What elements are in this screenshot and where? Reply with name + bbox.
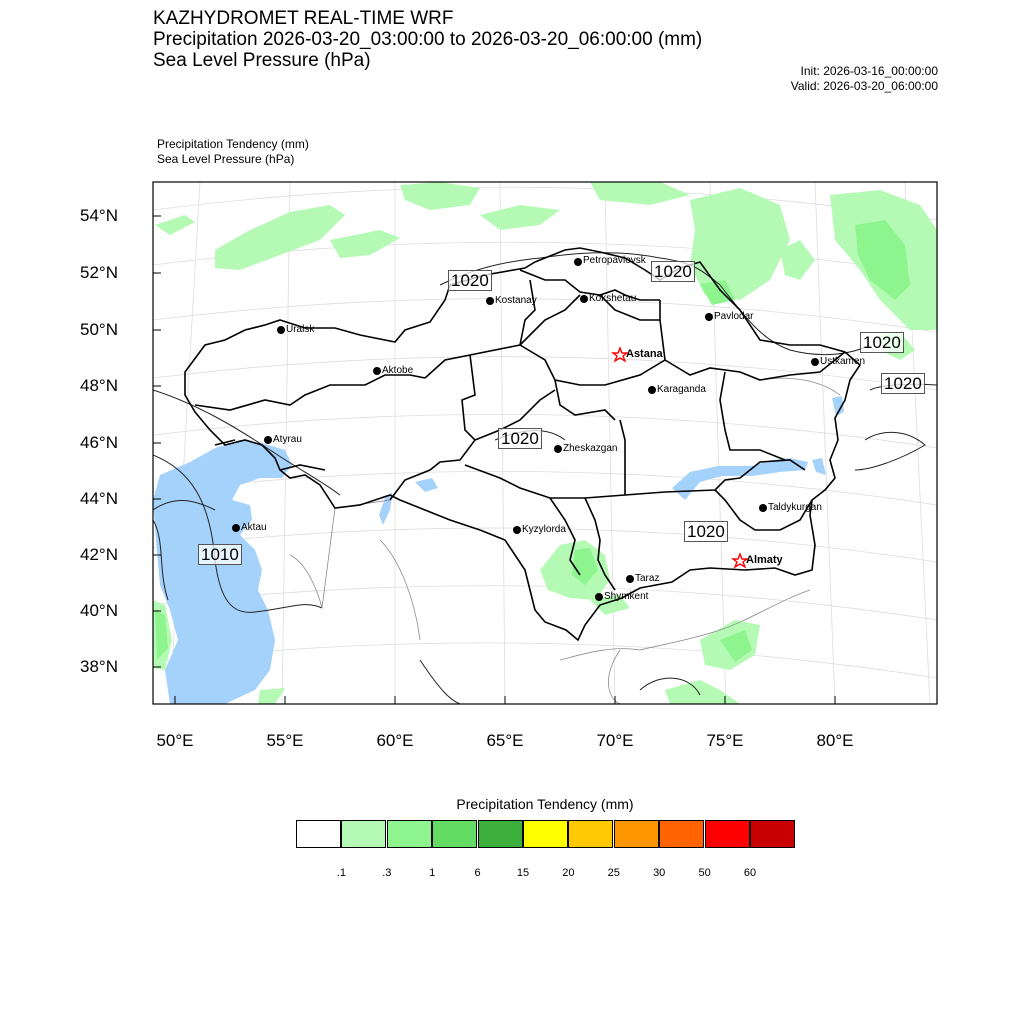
city-label-petropavlovsk: Petropavlovsk	[583, 255, 646, 266]
colorbar-swatch	[523, 820, 568, 848]
colorbar-swatch	[568, 820, 613, 848]
isobar-label: 1020	[448, 270, 492, 291]
colorbar-label: 50	[698, 867, 711, 879]
colorbar-swatch	[296, 820, 341, 848]
city-label-kokshetau: Kokshetau	[589, 293, 637, 304]
city-label-aktobe: Aktobe	[382, 365, 414, 376]
colorbar-swatch	[432, 820, 477, 848]
lon-label-75: 75°E	[706, 731, 744, 750]
title-line-2: Precipitation 2026-03-20_03:00:00 to 2026-03-20_06:00:00 (mm)	[153, 29, 703, 50]
city-label-taraz: Taraz	[635, 573, 660, 584]
city-label-atyrau: Atyrau	[273, 434, 302, 445]
aral-sea-north	[415, 478, 438, 492]
lat-label-42: 42°N	[80, 545, 118, 564]
lon-label-55: 55°E	[266, 731, 304, 750]
colorbar-swatch	[705, 820, 750, 848]
colorbar-label: 1	[429, 867, 436, 879]
colorbar-label: 25	[607, 867, 620, 879]
city-label-zheskazgan: Zheskazgan	[563, 443, 618, 454]
lat-label-52: 52°N	[80, 263, 118, 282]
isobar-label: 1020	[881, 373, 925, 394]
map-field-layer	[153, 182, 937, 704]
colorbar-title: Precipitation Tendency (mm)	[456, 796, 634, 812]
lat-label-46: 46°N	[80, 433, 118, 452]
city-label-uralsk: Uralsk	[286, 324, 315, 335]
city-label-taldykurgan: Taldykurgan	[768, 502, 822, 513]
colorbar-swatch	[341, 820, 386, 848]
title-line-3: Sea Level Pressure (hPa)	[153, 50, 371, 71]
lat-label-54: 54°N	[80, 206, 118, 225]
isobar-label: 1020	[651, 261, 695, 282]
subtitle-line-1: Precipitation Tendency (mm)	[157, 137, 309, 151]
colorbar-label: 60	[743, 867, 757, 879]
colorbar-label: 15	[516, 867, 530, 879]
isobar-label: 1020	[498, 428, 542, 449]
colorbar-label: .1	[336, 867, 346, 879]
city-label-ustkamen: Ustkamen	[820, 356, 866, 367]
lake-balkhash	[672, 458, 808, 500]
isobar-label: 1020	[860, 332, 904, 353]
city-label-pavlodar: Pavlodar	[714, 311, 754, 322]
lat-label-38: 38°N	[80, 657, 118, 676]
city-label-karaganda: Karaganda	[657, 384, 706, 395]
colorbar-swatch	[478, 820, 523, 848]
city-label-kostanay: Kostanay	[495, 295, 537, 306]
valid-time: Valid: 2026-03-20_06:00:00	[790, 79, 938, 93]
neighbor-borders	[290, 378, 840, 704]
colorbar-label: 30	[653, 867, 666, 879]
lat-label-44: 44°N	[80, 489, 118, 508]
init-time: Init: 2026-03-16_00:00:00	[800, 64, 938, 78]
city-label-aktau: Aktau	[241, 522, 267, 533]
lat-label-50: 50°N	[80, 320, 118, 339]
subtitle-line-2: Sea Level Pressure (hPa)	[157, 152, 295, 166]
colorbar-swatch	[750, 820, 795, 848]
colorbar-label: .3	[382, 867, 392, 879]
city-label-astana: Astana	[626, 348, 663, 360]
city-label-almaty: Almaty	[746, 554, 783, 566]
lat-label-40: 40°N	[80, 601, 118, 620]
colorbar-swatch	[614, 820, 659, 848]
isobar-label: 1010	[198, 544, 242, 565]
lon-label-70: 70°E	[596, 731, 634, 750]
lon-label-60: 60°E	[376, 731, 414, 750]
city-label-kyzylorda: Kyzylorda	[522, 524, 566, 535]
lon-label-80: 80°E	[816, 731, 854, 750]
colorbar-label: 6	[474, 867, 481, 879]
lake-alakol	[812, 458, 826, 475]
title-line-1: KAZHYDROMET REAL-TIME WRF	[153, 8, 454, 29]
caspian-sea	[153, 440, 292, 704]
city-label-shymkent: Shymkent	[604, 591, 649, 602]
lon-label-65: 65°E	[486, 731, 524, 750]
isobar-label: 1020	[684, 521, 728, 542]
lon-label-50: 50°E	[156, 731, 194, 750]
colorbar-swatch	[659, 820, 704, 848]
colorbar-label: 20	[562, 867, 575, 879]
colorbar-swatch	[387, 820, 432, 848]
lat-label-48: 48°N	[80, 376, 118, 395]
